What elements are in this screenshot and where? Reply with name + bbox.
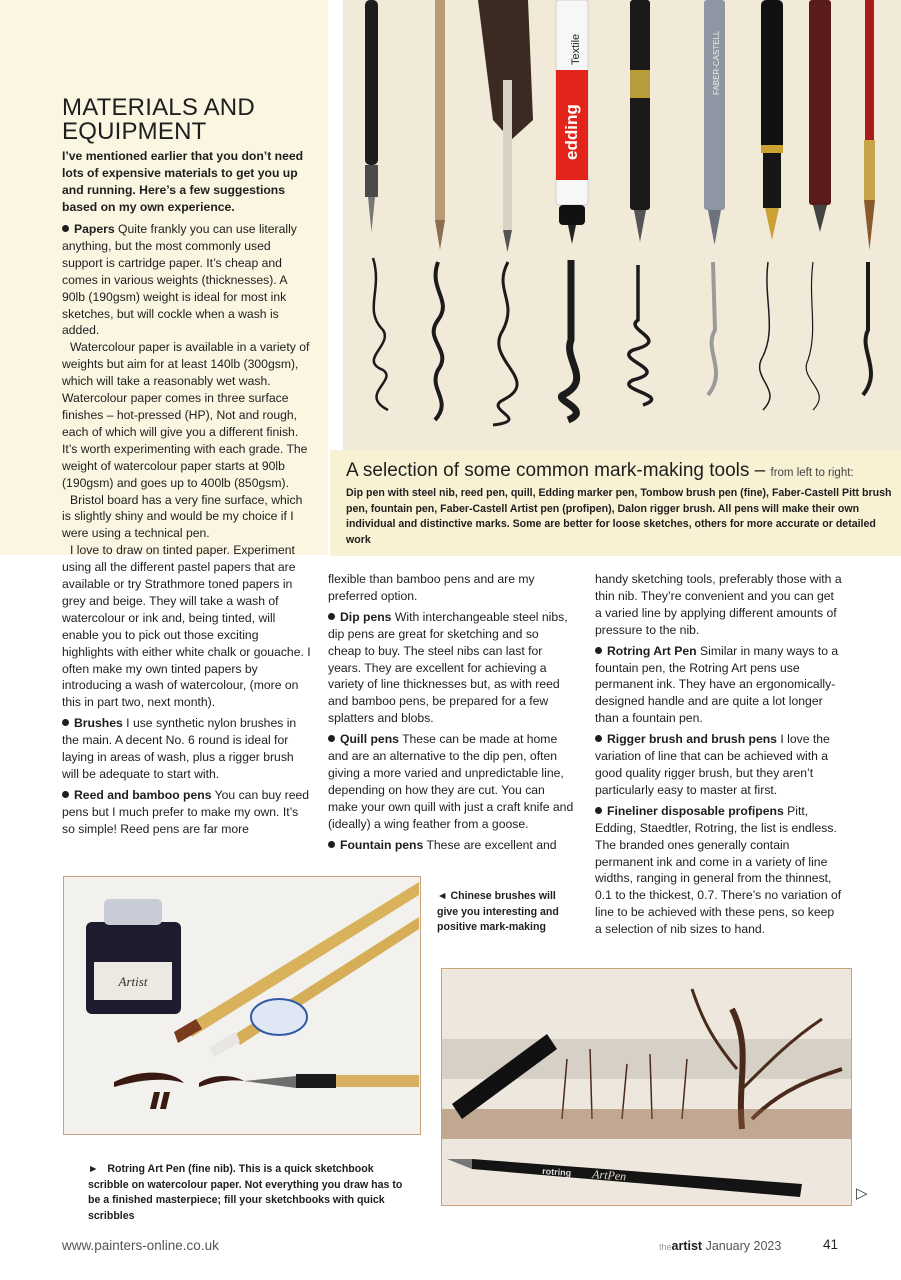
rotring-heading: Rotring Art Pen	[607, 643, 697, 658]
reed-text: You can buy reed pens but I much prefer to make my own. It’s so simple! Reed pens are far more	[62, 787, 310, 836]
bullet-icon	[328, 841, 335, 848]
photo-caption-title	[346, 459, 896, 485]
rotring-sketch-photo	[441, 968, 852, 1206]
fountain-pen	[761, 0, 783, 240]
caption-title-main: A selection of some common mark-making tools –	[346, 460, 771, 481]
bullet-icon	[595, 647, 602, 654]
faber-artist-pen	[809, 0, 831, 232]
reed-continued: flexible than bamboo pens and are my preferred option.	[328, 572, 535, 603]
fountain-heading: Fountain pens	[340, 837, 424, 852]
quill-paragraph	[328, 731, 574, 832]
papers-heading: Papers	[74, 222, 115, 236]
brushes-text: I use synthetic nylon brushes in the main. A decent No. 6 round is ideal for laying in areas of wash, plus a rigger brush will be adequate to start with.	[62, 716, 297, 781]
faber-label: FABER-CASTELL	[712, 30, 721, 95]
dip-heading: Dip pens	[340, 609, 392, 624]
reed-paragraph	[62, 787, 312, 838]
bullet-icon	[328, 613, 335, 620]
fountain-paragraph	[328, 837, 574, 854]
bristol-paragraph: Bristol board has a very fine surface, which is slightly shiny and would be my choice if I were using a technical pen.	[62, 492, 303, 541]
papers-paragraph	[62, 221, 312, 339]
magazine-prefix: the	[659, 1242, 672, 1252]
rigger-paragraph	[595, 731, 843, 799]
edding-brand-label: edding	[562, 104, 581, 160]
text-column-1	[62, 221, 312, 838]
dip-text: With interchangeable steel nibs, dip pens are great for sketching and so cheap to buy. The steel nibs can last for years. They are excellent for achieving a variety of line thicknesses but, as with reed and bamboo pens, be prepared for a few splatters and blobs.	[328, 609, 568, 726]
rotring-photo-caption	[88, 1162, 413, 1224]
bullet-icon	[62, 791, 69, 798]
caption-title-sub: from left to right:	[770, 467, 854, 479]
edding-marker	[556, 0, 588, 244]
text-column-3	[595, 571, 843, 938]
fountain-text: These are excellent and	[423, 837, 557, 852]
quill-text: These can be made at home and are an alternative to the dip pen, often giving a more varied and unpredictable line, depending on how they are cut. You can make your own quill with just a craft knife and (ideally) a wing feather from a goose.	[328, 732, 574, 831]
intro-paragraph: I’ve mentioned earlier that you don’t need lots of expensive materials to get you up and running. Here’s a few suggestions based on my own experience.	[62, 149, 304, 214]
watercolour-paragraph: Watercolour paper is available in a variety of weights but aim for at least 140lb (300gsm), which will take a reasonably wet wash. Watercolour paper comes in three surface finishes – hot-pressed (HP), Not and rough, each of which will give you a different finish. It’s worth experimenting with each grade. The weight of watercolour paper starts at 90lb (190gsm) and goes up to 400lb (850gsm).	[62, 340, 310, 490]
next-page-arrow-icon: ▷	[856, 1185, 868, 1202]
footer-magazine	[659, 1239, 781, 1253]
fineliner-paragraph	[595, 803, 843, 938]
rotring-model-label: ArtPen	[591, 1167, 627, 1184]
rigger-brush	[864, 0, 875, 250]
footer-url: www.painters-online.co.uk	[62, 1238, 219, 1253]
rotring-brand-label: rotring	[541, 1166, 572, 1179]
photo-caption-body: Dip pen with steel nib, reed pen, quill, Edding marker pen, Tombow brush pen (fine), Faber-Castell Pitt brush pen, fountain pen, Faber-Castell Artist pen (profipen), Dalon rigger brush. All pens will make their own individual and distinctive marks. Some are better for loose sketches, others for more accurate or detailed work	[346, 487, 892, 546]
reed-pen	[435, 0, 445, 250]
fineliner-heading: Fineliner disposable profipens	[607, 803, 784, 818]
brush-rest	[251, 999, 307, 1035]
mark-making-tools-photo	[343, 0, 901, 450]
fountain-continued: handy sketching tools, preferably those with a thin nib. They’re convenient and you can get a varied line by applying different amounts of pressure to the nib.	[595, 572, 842, 637]
rigger-text: I love the variation of line that can be achieved with a good quality rigger brush, but they aren’t particularly easy to master at first.	[595, 732, 830, 797]
bullet-icon	[328, 735, 335, 742]
ink-label: Artist	[118, 974, 148, 989]
magazine-issue: January 2023	[705, 1239, 782, 1253]
faber-castell-pitt-pen	[704, 0, 725, 245]
bullet-icon	[62, 719, 69, 726]
rotring-text: Similar in many ways to a fountain pen, the Rotring Art pens use permanent ink. They have an ergonomically-designed handle and are quite a lot longer than a fountain pen.	[595, 643, 839, 726]
reed-heading: Reed and bamboo pens	[74, 787, 212, 802]
papers-text: Quite frankly you can use literally anything, but the most commonly used support is cartridge paper. It’s cheap and comes in various weights (thicknesses). A 90lb (190gsm) weight is ideal for most ink sketches, but will cockle when a wash is added.	[62, 222, 297, 338]
chinese-brushes-photo	[63, 876, 421, 1135]
fineliner-text: Pitt, Edding, Staedtler, Rotring, the list is endless. The branded ones generally contain permanent ink and come in a variety of line widths, ranging in general from the thinnest, 0.1 to the thickest, 0.7. There’s no variation of line to be achieved with these pens, so keep a selection of nib sizes to hand.	[595, 803, 842, 937]
left-arrow-icon: ◄	[437, 890, 448, 902]
rotring-illustration	[442, 969, 851, 1205]
right-arrow-icon: ►	[88, 1163, 99, 1175]
dip-paragraph	[328, 609, 574, 727]
section-title: MATERIALS AND EQUIPMENT	[62, 94, 255, 145]
bullet-icon	[62, 225, 69, 232]
rigger-heading: Rigger brush and brush pens	[607, 732, 777, 747]
pens-illustration	[343, 0, 901, 450]
rotring-paragraph	[595, 643, 843, 728]
magazine-name: artist	[671, 1239, 703, 1253]
page-number: 41	[823, 1237, 839, 1252]
bullet-icon	[595, 807, 602, 814]
tinted-paragraph: I love to draw on tinted paper. Experiment using all the different pastel papers that are available or try Strathmore toned papers in grey and beige. They will take a wash of watercolour or ink and, being tinted, will enable you to pick out those exciting highlights with either white chalk or gouache. I often make my own tinted papers by introducing a wash of watercolour, (more on this in part two, next month).	[62, 543, 311, 710]
rotring-caption-text: Rotring Art Pen (fine nib). This is a quick sketchbook scribble on watercolour paper. Not everything you draw has to be a finished masterpiece; fill your sketchbooks with quick scribbles	[88, 1163, 403, 1222]
edding-type-label: Textile	[570, 33, 582, 65]
brushes-illustration	[64, 877, 420, 1134]
text-column-2	[328, 571, 574, 854]
bullet-icon	[595, 735, 602, 742]
brush-photo-caption	[437, 889, 572, 936]
brushes-heading: Brushes	[74, 716, 123, 731]
brushes-paragraph	[62, 715, 312, 783]
tombow-brush-pen	[630, 0, 650, 242]
brush-caption-text: Chinese brushes will give you interesting and positive mark-making	[437, 890, 559, 933]
quill-heading: Quill pens	[340, 732, 399, 747]
